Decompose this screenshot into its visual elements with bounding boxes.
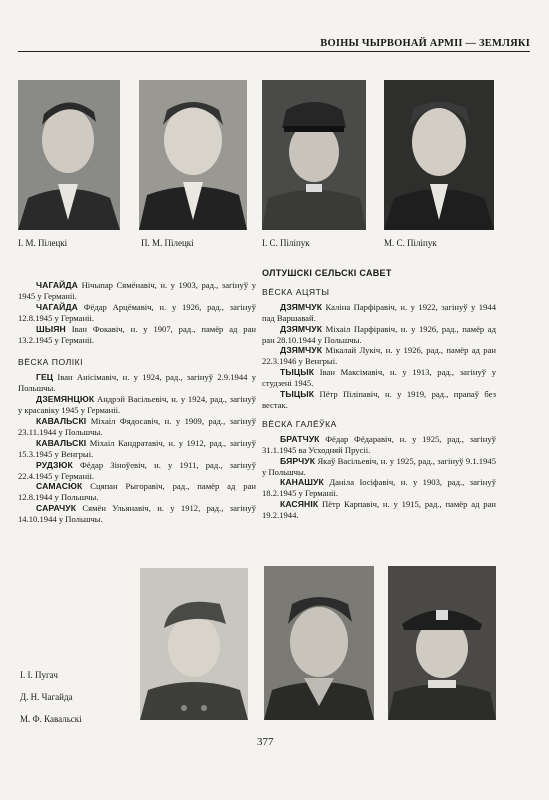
list-item: КАСЯНІК Пётр Карпавіч, н. у 1915, рад., памёр ад ран 19.2.1944. xyxy=(262,499,496,521)
list-item: ДЗЯМЧУК Мікалай Лукіч, н. у 1926, рад., памёр ад ран 22.3.1946 у Венгрыі. xyxy=(262,345,496,367)
council-heading: ОЛТУШСКІ СЕЛЬСКІ САВЕТ xyxy=(262,268,392,278)
list-item: ЧАГАЙДА Фёдар Арцёмавіч, н. у 1926, рад., загінуў 12.8.1945 у Германіі. xyxy=(18,301,256,323)
list-item: ЧАГАЙДА Нічыпар Сямёнавіч, н. у 1903, рад., загінуў у 1945 у Германіі. xyxy=(18,280,256,301)
list-item: ТЫЦЫК Іван Максімавіч, н. у 1913, рад., загінуў у студзені 1945. xyxy=(262,367,496,389)
section-heading: ВЁСКА АЦЯТЫ xyxy=(262,286,330,297)
left-column xyxy=(18,280,256,525)
bottom-caption-1: І. І. Пугач xyxy=(20,670,58,680)
portrait-photo-2 xyxy=(139,80,247,230)
list-item: САРАЧУК Сямён Ульянавіч, н. у 1912, рад., загінуў 14.10.1944 у Польшчы. xyxy=(18,503,256,525)
running-header: ВОІНЫ ЧЫРВОНАЙ АРМІІ — ЗЕМЛЯКІ xyxy=(18,38,530,52)
list-item: ДЗЯМЧУК Міхаіл Парфіравіч, н. у 1926, рад., памёр ад ран 28.10.1944 у Польшчы. xyxy=(262,323,496,345)
portrait-photo-5 xyxy=(140,568,248,720)
portrait-photo-1 xyxy=(18,80,120,230)
list-item: КАНАШУК Даніла Іосіфавіч, н. у 1903, рад., загінуў 18.2.1945 у Германіі. xyxy=(262,477,496,499)
list-item: САМАСЮК Сцяпан Рыгоравіч, рад., памёр ад ран 12.8.1944 у Польшчы. xyxy=(18,481,256,503)
portrait-photo-3 xyxy=(262,80,366,230)
photo-caption-3: І. С. Піліпук xyxy=(262,238,310,248)
portrait-photo-6 xyxy=(264,566,374,720)
portrait-photo-4 xyxy=(384,80,494,230)
list-item: БРАТЧУК Фёдар Фёдаравіч, н. у 1925, рад., загінуў 31.1.1945 ва Усходняй Прусіі. xyxy=(262,433,496,455)
list-item: ДЗЯМЧУК Каліна Парфіравіч, н. у 1922, загінуў у 1944 пад Варшавай. xyxy=(262,301,496,323)
bottom-caption-3: М. Ф. Кавальскі xyxy=(20,714,82,724)
section-heading: ВЁСКА ГАЛЁЎКА xyxy=(262,418,337,429)
list-item: ТЫЦЫК Пётр Піліпавіч, н. у 1919, рад., прапаў без вестак. xyxy=(262,389,496,410)
list-item: КАВАЛЬСКІ Міхаіл Кандратавіч, н. у 1912, рад., загінуў 15.3.1945 у Венгрыі. xyxy=(18,437,256,459)
photo-caption-2: П. М. Пілецкі xyxy=(141,238,194,248)
bottom-caption-2: Д. Н. Чагайда xyxy=(20,692,73,702)
list-item: РУДЗЮК Фёдар Зіноўевіч, н. у 1911, рад., загінуў 22.4.1945 у Германіі. xyxy=(18,459,256,481)
page-number: 377 xyxy=(257,736,274,748)
list-item: БЯРЧУК Якаў Васільевіч, н. у 1925, рад., загінуў 9.1.1945 у Польшчы. xyxy=(262,455,496,477)
photo-caption-1: І. М. Пілецкі xyxy=(18,238,68,248)
photo-caption-4: М. С. Піліпук xyxy=(384,238,437,248)
list-item: КАВАЛЬСКІ Міхаіл Фядосавіч, н. у 1909, рад., загінуў 23.11.1944 у Польшчы. xyxy=(18,415,256,437)
section-heading: ВЁСКА ПОЛІКІ xyxy=(18,357,83,368)
portrait-photo-7 xyxy=(388,566,496,720)
right-column xyxy=(262,268,496,521)
list-item: ШЫЯН Іван Фокавіч, н. у 1907, рад., памёр ад ран 13.2.1945 у Германіі. xyxy=(18,323,256,345)
list-item: ГЕЦ Іван Анісімавіч, н. у 1924, рад., загінуў 2.9.1944 у Польшчы. xyxy=(18,372,256,394)
list-item: ДЗЕМЯНЦЮК Андрэй Васільевіч, н. у 1924, рад., загінуў у красавіку 1945 у Германіі. xyxy=(18,394,256,416)
